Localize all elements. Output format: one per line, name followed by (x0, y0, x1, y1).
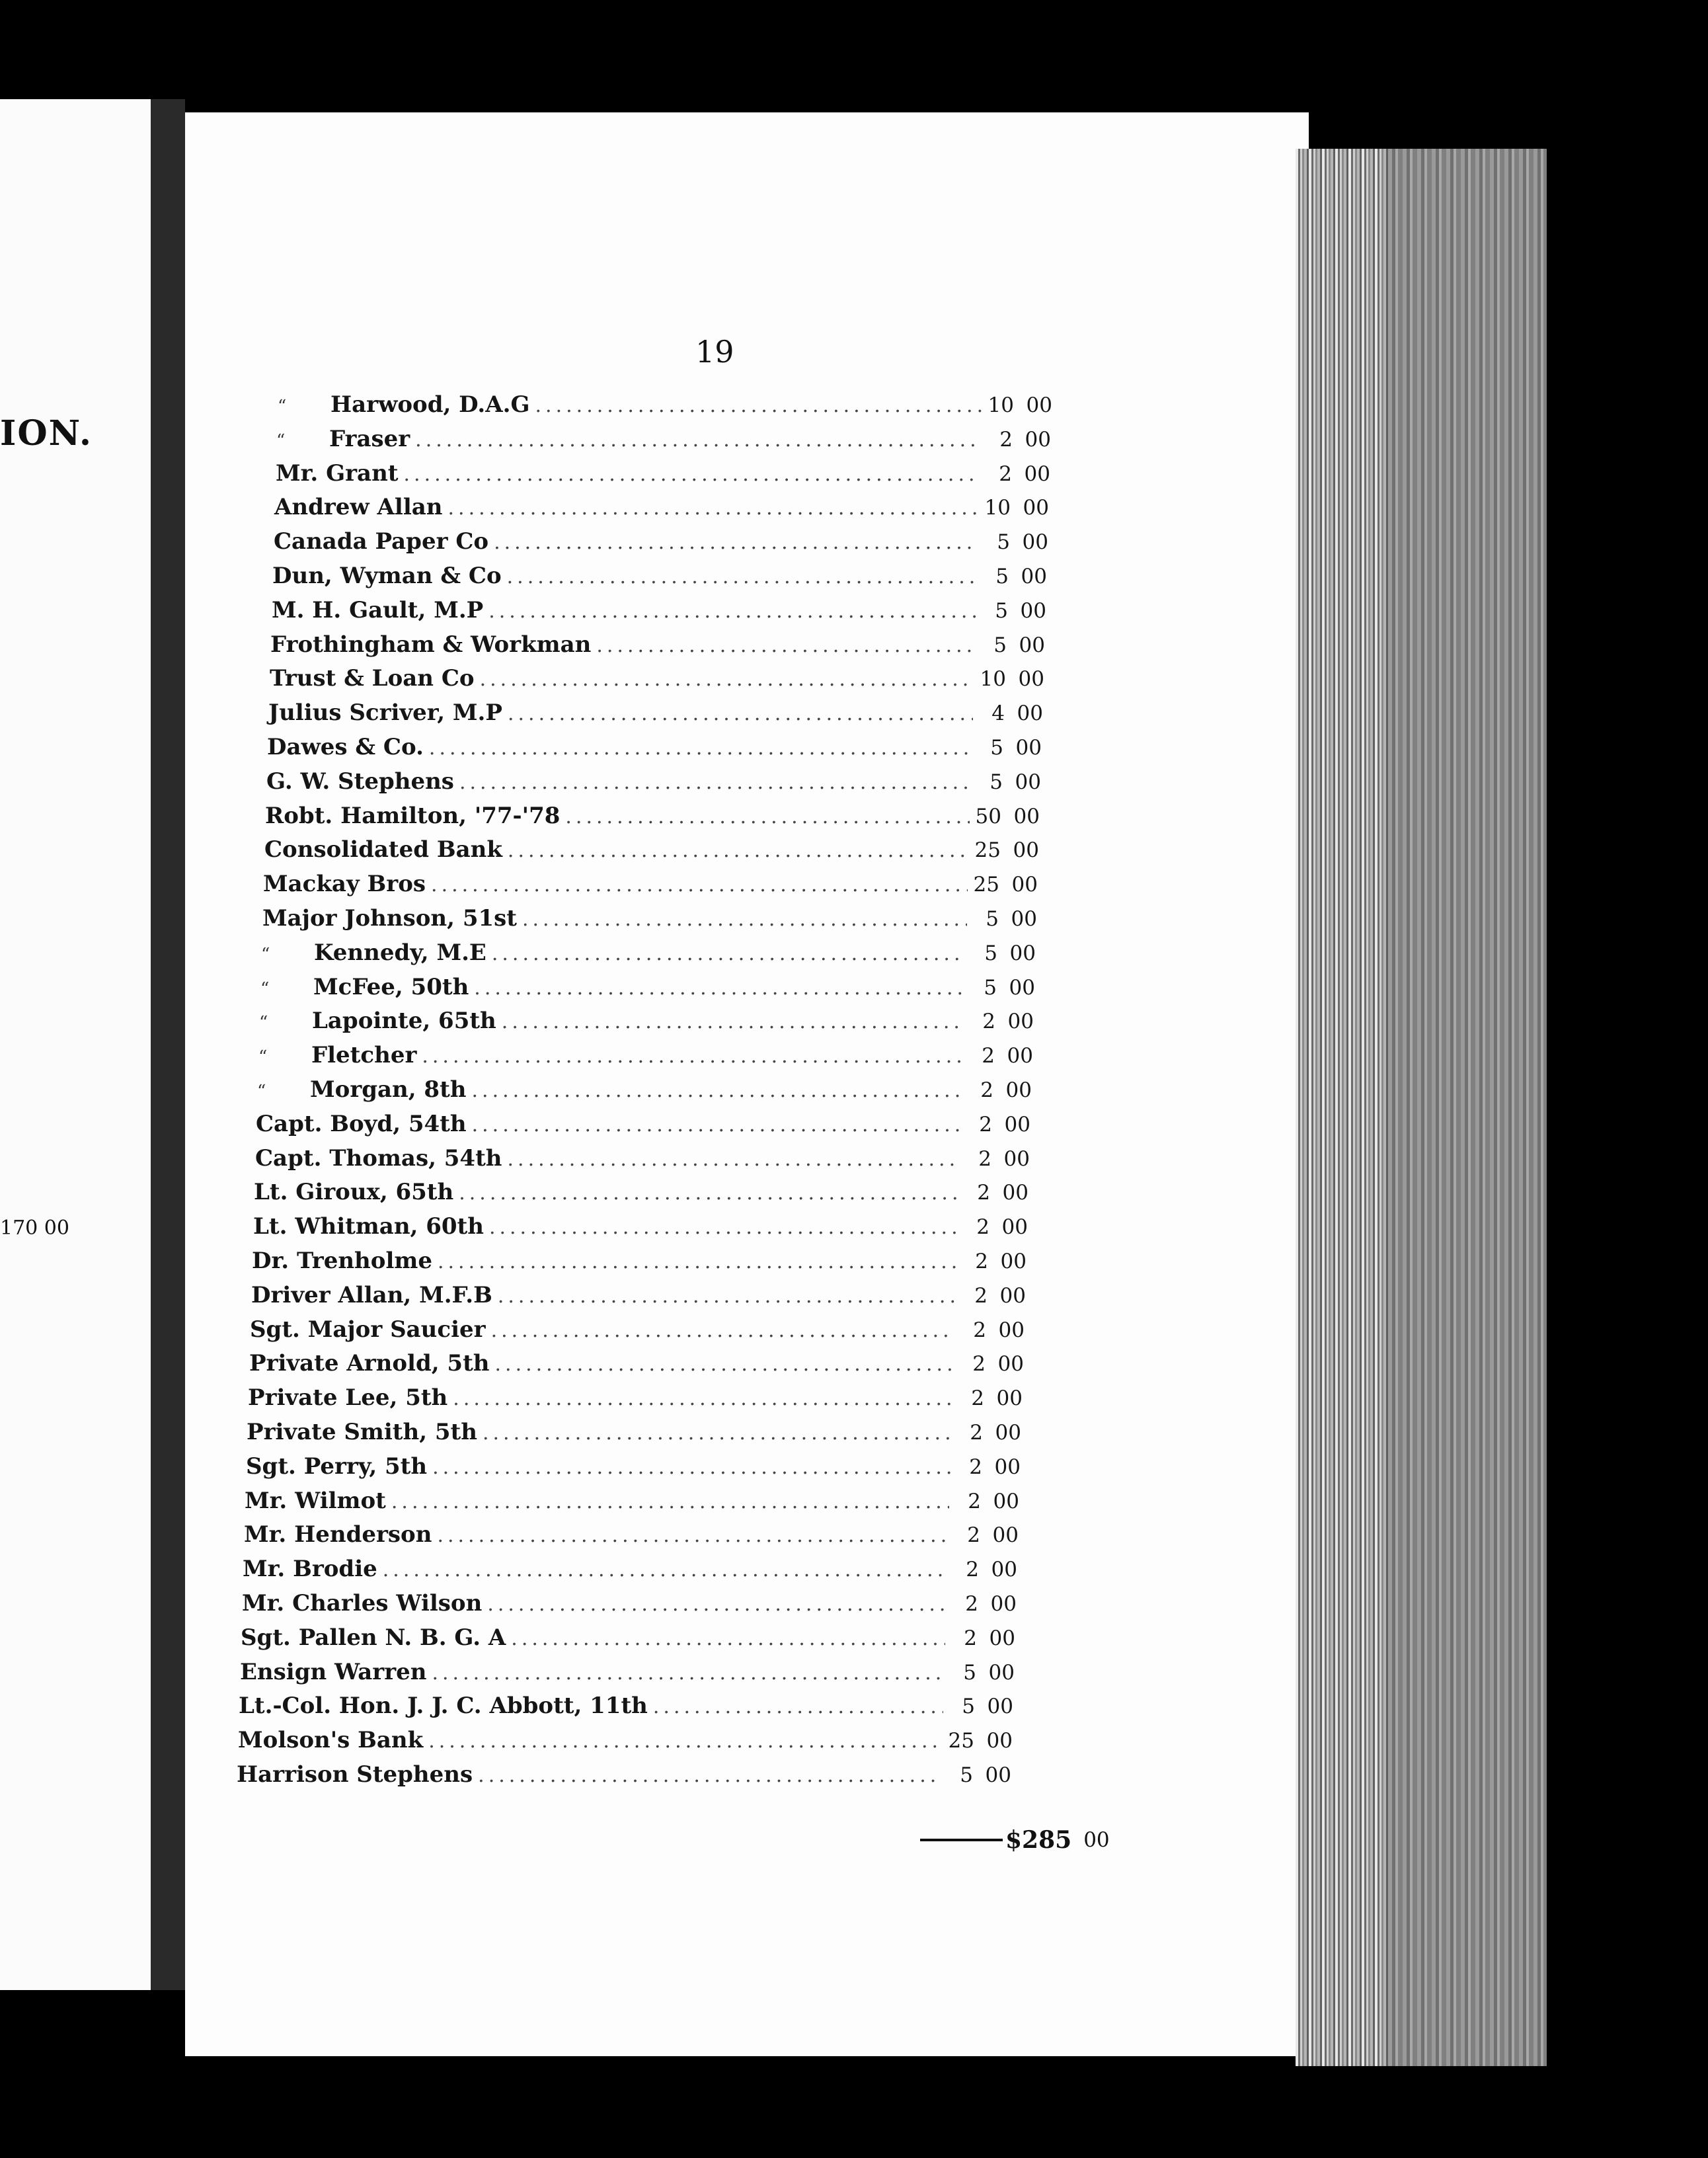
list-item (243, 1556, 1017, 1589)
list-item (266, 768, 1041, 801)
entry-cents: 00 (990, 1592, 1017, 1616)
entry-name: Private Arnold, 5th (249, 1350, 490, 1377)
entry-name: G. W. Stephens (266, 768, 454, 795)
dot-leader (415, 428, 981, 452)
list-item (261, 939, 1036, 973)
entry-name: Major Johnson, 51st (262, 905, 517, 932)
ditto-mark: “ (257, 1082, 266, 1101)
entry-dollars: 25 (948, 1729, 974, 1753)
entry-name: Kennedy, M.E (314, 939, 486, 966)
entry-cents: 00 (985, 1763, 1011, 1787)
dot-leader (502, 1010, 964, 1033)
entry-name: Sgt. Major Saucier (250, 1316, 486, 1343)
entry-name: Mr. Brodie (243, 1556, 377, 1583)
entry-cents: 00 (1000, 1250, 1027, 1273)
entry-cents: 00 (988, 1660, 1015, 1685)
entry-dollars: 5 (990, 736, 1003, 760)
entry-cents: 00 (1026, 393, 1052, 417)
entry-cents: 00 (997, 1352, 1024, 1377)
entry-dollars: 25 (973, 873, 999, 897)
entry-cents: 00 (986, 1729, 1013, 1753)
list-item (246, 1453, 1021, 1486)
entry-name: Capt. Boyd, 54th (256, 1110, 467, 1137)
entry-dollars: 5 (960, 1763, 973, 1787)
dot-leader (422, 1045, 963, 1068)
entry-dollars: 2 (973, 1318, 986, 1342)
dot-leader (488, 600, 976, 623)
page-number: 19 (695, 334, 734, 370)
entry-cents: 00 (989, 1626, 1015, 1650)
entry-name: Private Lee, 5th (248, 1384, 448, 1412)
list-item (260, 974, 1035, 1007)
entry-name: Sgt. Pallen N. B. G. A (241, 1624, 506, 1651)
entry-cents: 00 (993, 1489, 1019, 1513)
entry-dollars: 50 (975, 804, 1001, 828)
dot-leader (511, 1627, 945, 1650)
list-item (276, 426, 1051, 459)
entry-cents: 00 (1025, 427, 1051, 452)
dot-leader (508, 702, 973, 725)
list-item (264, 836, 1039, 869)
list-item (267, 734, 1042, 767)
entry-cents: 00 (992, 1523, 1019, 1548)
entry-dollars: 2 (966, 1558, 979, 1582)
dot-leader (432, 1661, 945, 1685)
total-amount: $285 (1005, 1826, 1072, 1854)
dot-leader (508, 839, 969, 862)
dot-leader (535, 394, 982, 417)
entry-cents: 00 (1002, 1181, 1029, 1205)
list-item (274, 494, 1049, 527)
dot-leader (391, 1490, 949, 1513)
entry-cents: 00 (1007, 1044, 1033, 1068)
list-item (248, 1384, 1023, 1418)
dot-leader (508, 1148, 960, 1171)
entry-name: Driver Allan, M.F.B (251, 1281, 492, 1308)
dot-leader (432, 1456, 951, 1479)
entry-dollars: 2 (969, 1455, 982, 1479)
list-item (249, 1350, 1024, 1383)
total-rule (920, 1839, 1003, 1841)
list-item (252, 1248, 1027, 1281)
dot-leader (522, 908, 967, 931)
entry-name: Consolidated Bank (264, 836, 502, 863)
left-page-amount-fragment: 170 00 (0, 1217, 69, 1240)
entry-cents: 00 (1007, 1010, 1034, 1034)
entry-dollars: 2 (972, 1352, 986, 1377)
entry-dollars: 2 (975, 1250, 988, 1273)
dot-leader (453, 1387, 952, 1410)
entry-cents: 00 (1009, 975, 1035, 1000)
dot-leader (478, 1764, 941, 1787)
total-cents: 00 (1083, 1828, 1110, 1852)
entry-name: Sgt. Perry, 5th (246, 1453, 428, 1480)
entry-dollars: 2 (971, 1386, 984, 1411)
list-item (262, 905, 1037, 938)
dot-leader (498, 1285, 956, 1308)
book-gutter (151, 99, 185, 1990)
entry-name: Mackay Bros (263, 871, 426, 898)
entry-cents: 00 (1009, 941, 1036, 965)
entry-name: Robt. Hamilton, '77-'78 (265, 802, 561, 829)
entry-name: Lt. Giroux, 65th (254, 1179, 454, 1206)
list-item (244, 1521, 1019, 1554)
entry-cents: 00 (998, 1318, 1025, 1342)
entry-name: Frothingham & Workman (270, 631, 592, 658)
entry-dollars: 5 (984, 975, 997, 1000)
entry-name: Harrison Stephens (237, 1761, 473, 1788)
entry-dollars: 2 (999, 461, 1012, 486)
entry-dollars: 2 (982, 1044, 995, 1068)
entry-dollars: 2 (980, 1078, 993, 1102)
list-item (239, 1693, 1013, 1726)
entry-dollars: 2 (982, 1010, 995, 1034)
entry-name: Morgan, 8th (310, 1076, 467, 1103)
entry-cents: 00 (1005, 1078, 1032, 1102)
dot-leader (383, 1558, 947, 1581)
entry-cents: 00 (1013, 838, 1039, 863)
entry-cents: 00 (1011, 907, 1037, 931)
list-item (274, 528, 1048, 561)
entry-cents: 00 (1022, 530, 1048, 555)
entry-dollars: 2 (978, 1146, 991, 1171)
entry-dollars: 5 (962, 1695, 975, 1719)
dot-leader (489, 1216, 958, 1239)
list-item (268, 699, 1043, 733)
list-item (278, 391, 1052, 424)
left-page-fragment (0, 99, 151, 1990)
dot-leader (437, 1524, 949, 1547)
entry-dollars: 5 (995, 565, 1009, 588)
entry-dollars: 2 (968, 1489, 981, 1513)
list-total (920, 1826, 1110, 1854)
entry-name: Canada Paper Co (274, 528, 489, 555)
entry-cents: 00 (1020, 598, 1046, 623)
entry-dollars: 2 (965, 1592, 978, 1616)
list-item (265, 803, 1040, 836)
entry-name: Lt.-Col. Hon. J. J. C. Abbott, 11th (239, 1693, 648, 1720)
page-edges-shadow (1388, 149, 1547, 2066)
entry-cents: 00 (991, 1558, 1017, 1582)
entry-cents: 00 (987, 1695, 1013, 1719)
entry-dollars: 2 (976, 1215, 990, 1240)
list-item (276, 460, 1050, 493)
entry-dollars: 5 (997, 530, 1010, 555)
dot-leader (480, 668, 974, 691)
dot-leader (495, 1353, 954, 1376)
entry-dollars: 10 (988, 393, 1014, 417)
dot-leader (492, 942, 966, 965)
list-item (250, 1316, 1025, 1349)
list-item (238, 1727, 1013, 1760)
dot-leader (653, 1695, 943, 1718)
entry-cents: 00 (1017, 701, 1043, 726)
entry-dollars: 10 (984, 496, 1011, 520)
dot-leader (459, 771, 971, 794)
dot-leader (474, 977, 965, 1000)
entry-cents: 00 (1018, 667, 1044, 692)
entry-dollars: 4 (991, 701, 1005, 726)
entry-name: Dawes & Co. (267, 734, 424, 760)
entry-name: Ensign Warren (240, 1658, 427, 1685)
dot-leader (428, 1730, 943, 1753)
entry-dollars: 5 (993, 633, 1007, 657)
dot-leader (596, 634, 975, 657)
entry-cents: 00 (1019, 633, 1045, 657)
entry-dollars: 5 (995, 598, 1008, 623)
entry-cents: 00 (1004, 1112, 1030, 1137)
entry-name: Mr. Henderson (244, 1521, 432, 1548)
dot-leader (472, 1113, 960, 1137)
list-item (241, 1624, 1015, 1658)
list-item (259, 1008, 1034, 1041)
entry-cents: 00 (1013, 804, 1040, 828)
dot-leader (438, 1250, 956, 1273)
dot-leader (404, 463, 980, 486)
left-page-title-fragment: ION. (0, 413, 93, 454)
entry-dollars: 5 (986, 907, 999, 931)
entry-name: Lt. Whitman, 60th (253, 1213, 484, 1240)
entry-name: Andrew Allan (274, 494, 443, 521)
ditto-mark: “ (276, 430, 286, 451)
entry-cents: 00 (1024, 461, 1050, 486)
entry-cents: 00 (1023, 496, 1049, 520)
dot-leader (459, 1181, 958, 1205)
entry-dollars: 10 (980, 667, 1006, 692)
entry-name: Fletcher (311, 1042, 417, 1069)
list-item (272, 563, 1047, 596)
dot-leader (507, 565, 977, 588)
dot-leader (491, 1319, 954, 1342)
list-item (247, 1419, 1021, 1452)
entry-name: Private Smith, 5th (247, 1419, 477, 1445)
entry-dollars: 5 (963, 1660, 976, 1685)
entry-name: Fraser (329, 425, 410, 452)
ditto-mark: “ (278, 397, 287, 417)
entry-name: Molson's Bank (238, 1727, 424, 1754)
dot-leader (472, 1079, 962, 1102)
list-item (245, 1488, 1019, 1521)
ditto-mark: “ (259, 1013, 268, 1033)
list-item (257, 1076, 1032, 1109)
entry-name: Dr. Trenholme (252, 1248, 432, 1274)
dot-leader (431, 873, 968, 897)
list-item (242, 1590, 1017, 1623)
ditto-mark: “ (261, 944, 270, 965)
entry-name: McFee, 50th (313, 973, 469, 1000)
entry-name: Dun, Wyman & Co (272, 563, 502, 589)
entry-cents: 00 (1015, 770, 1041, 794)
entry-dollars: 25 (974, 838, 1001, 863)
list-item (254, 1179, 1029, 1212)
list-item (256, 1111, 1030, 1144)
ditto-mark: “ (260, 979, 270, 999)
entry-dollars: 2 (979, 1112, 992, 1137)
entry-name: M. H. Gault, M.P (272, 596, 484, 623)
entry-dollars: 2 (967, 1523, 980, 1548)
entry-cents: 00 (1015, 736, 1042, 760)
entry-cents: 00 (995, 1421, 1021, 1445)
list-item (263, 871, 1038, 904)
entry-dollars: 5 (984, 941, 997, 965)
dot-leader (448, 497, 980, 520)
dot-leader (487, 1593, 947, 1616)
list-item (272, 597, 1046, 630)
entry-name: Capt. Thomas, 54th (255, 1144, 502, 1172)
entry-cents: 00 (996, 1386, 1023, 1411)
entry-name: Trust & Loan Co (270, 665, 475, 692)
list-item (270, 665, 1044, 698)
entry-dollars: 2 (970, 1421, 983, 1445)
entry-name: Mr. Wilmot (245, 1487, 386, 1514)
list-item (270, 631, 1045, 664)
list-item (255, 1145, 1030, 1178)
entry-name: Harwood, D.A.G (330, 391, 530, 418)
list-item (251, 1282, 1026, 1315)
entry-cents: 00 (999, 1283, 1026, 1308)
entry-dollars: 2 (999, 427, 1013, 452)
entry-name: Julius Scriver, M.P (268, 699, 502, 727)
entry-dollars: 2 (964, 1626, 977, 1650)
entry-cents: 00 (1001, 1215, 1028, 1240)
dot-leader (483, 1421, 951, 1445)
entry-cents: 00 (1003, 1146, 1030, 1171)
entry-dollars: 2 (977, 1181, 990, 1205)
ditto-mark: “ (258, 1047, 268, 1068)
list-item (240, 1659, 1015, 1692)
entry-cents: 00 (1021, 565, 1047, 588)
dot-leader (494, 531, 978, 554)
list-item (258, 1042, 1033, 1075)
entry-name: Mr. Grant (276, 460, 399, 487)
entry-name: Mr. Charles Wilson (242, 1590, 483, 1617)
dot-leader (429, 737, 972, 760)
dot-leader (565, 805, 970, 828)
entry-dollars: 5 (990, 770, 1003, 794)
entry-name: Lapointe, 65th (312, 1008, 496, 1035)
entry-cents: 00 (1011, 873, 1038, 897)
list-item (253, 1213, 1028, 1246)
entry-dollars: 2 (974, 1283, 988, 1308)
entry-cents: 00 (994, 1455, 1021, 1479)
list-item (237, 1761, 1011, 1794)
